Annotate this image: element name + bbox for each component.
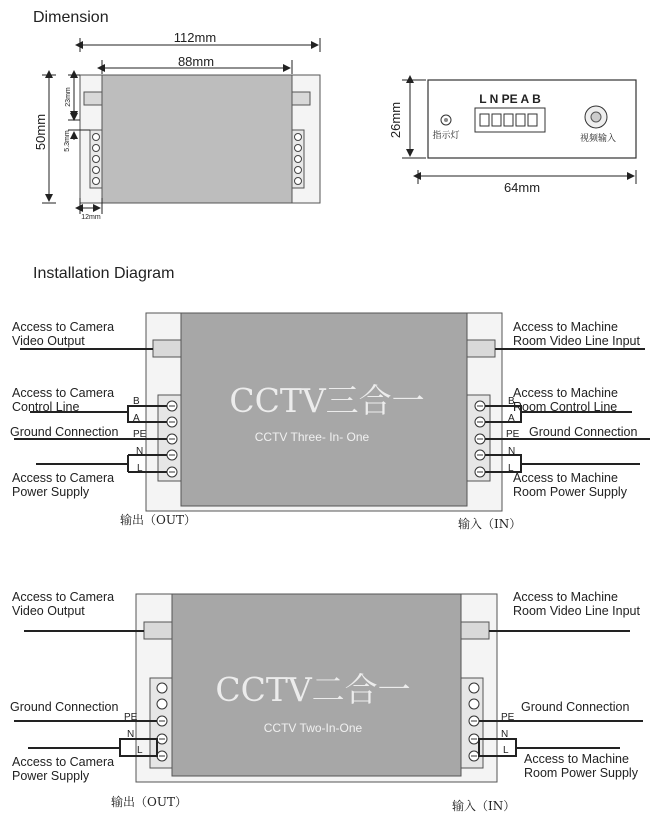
in-label: 输入（IN） [458,517,522,531]
video-input-label: 视频输入 [579,134,617,144]
body-width-label: 88mm [177,54,215,69]
overall-width-label: 112mm [173,30,217,45]
end-height-label: 26mm [388,101,403,139]
right-ground-label: Ground Connection [521,700,630,714]
two-in-one-diagram [10,590,643,813]
top-view-drawing [33,30,320,221]
right-power-label-1: Access to Machine [524,752,629,766]
terminal-pe-right: PE [506,429,520,440]
out-label: 输出（OUT） [120,513,196,527]
right-control-label-2: Room Control Line [513,400,618,414]
left-power-label-1: Access to Camera [12,755,115,769]
left-ground-label: Ground Connection [10,700,119,714]
terminal-a-right: A [508,413,515,424]
top-offset-label: 23mm [65,87,72,107]
right-video-label-1: Access to Machine [513,590,618,604]
left-video-label-1: Access to Camera [12,320,115,334]
three-in-one-diagram [10,313,650,531]
terminal-n-right: N [501,729,509,740]
terminal-n-left: N [127,729,135,740]
terminal-pe-left: PE [124,712,138,723]
terminal-l-right: L [503,745,509,756]
right-power-label-2: Room Power Supply [513,485,627,499]
left-video-label-2: Video Output [12,604,85,618]
end-terminal-labels: L N PE A B [479,92,541,106]
terminal-pe-right: PE [501,712,515,723]
left-power-label-2: Power Supply [12,485,90,499]
three-in-one-title: CCTV三合一 [229,381,425,420]
two-in-one-subtitle: CCTV Two-In-One [263,721,363,735]
installation-title: Installation Diagram [33,265,175,282]
terminal-n-right: N [508,446,516,457]
terminal-l-right: L [508,463,514,474]
right-power-label-2: Room Power Supply [524,766,638,780]
terminal-width-label: 12mm [81,214,101,221]
left-ground-label: Ground Connection [10,425,119,439]
out-label: 输出（OUT） [111,795,187,809]
left-power-label-2: Power Supply [12,769,90,783]
right-control-label-1: Access to Machine [513,386,618,400]
end-view-drawing [388,80,636,195]
right-video-label-2: Room Video Line Input [513,604,640,618]
three-in-one-subtitle: CCTV Three- In- One [254,430,370,444]
two-in-one-title: CCTV二合一 [215,670,411,709]
indicator-label: 指示灯 [432,131,460,141]
terminal-l-left: L [137,745,143,756]
terminal-b-right: B [508,396,515,407]
in-label: 输入（IN） [452,799,516,813]
left-control-label-2: Control Line [12,400,80,414]
left-video-label-1: Access to Camera [12,590,115,604]
terminal-gap-label: 5.3mm [64,130,71,152]
terminal-pe-left: PE [133,429,147,440]
end-width-label: 64mm [503,180,541,195]
left-video-label-2: Video Output [12,334,85,348]
terminal-a-left: A [133,413,140,424]
left-control-label-1: Access to Camera [12,386,115,400]
terminal-l-left: L [137,463,143,474]
right-power-label-1: Access to Machine [513,471,618,485]
left-power-label-1: Access to Camera [12,471,115,485]
right-ground-label: Ground Connection [529,425,638,439]
terminal-n-left: N [136,446,144,457]
right-video-label-1: Access to Machine [513,320,618,334]
right-video-label-2: Room Video Line Input [513,334,640,348]
dimension-title: Dimension [33,9,109,26]
height-label: 50mm [33,113,48,151]
terminal-b-left: B [133,396,140,407]
